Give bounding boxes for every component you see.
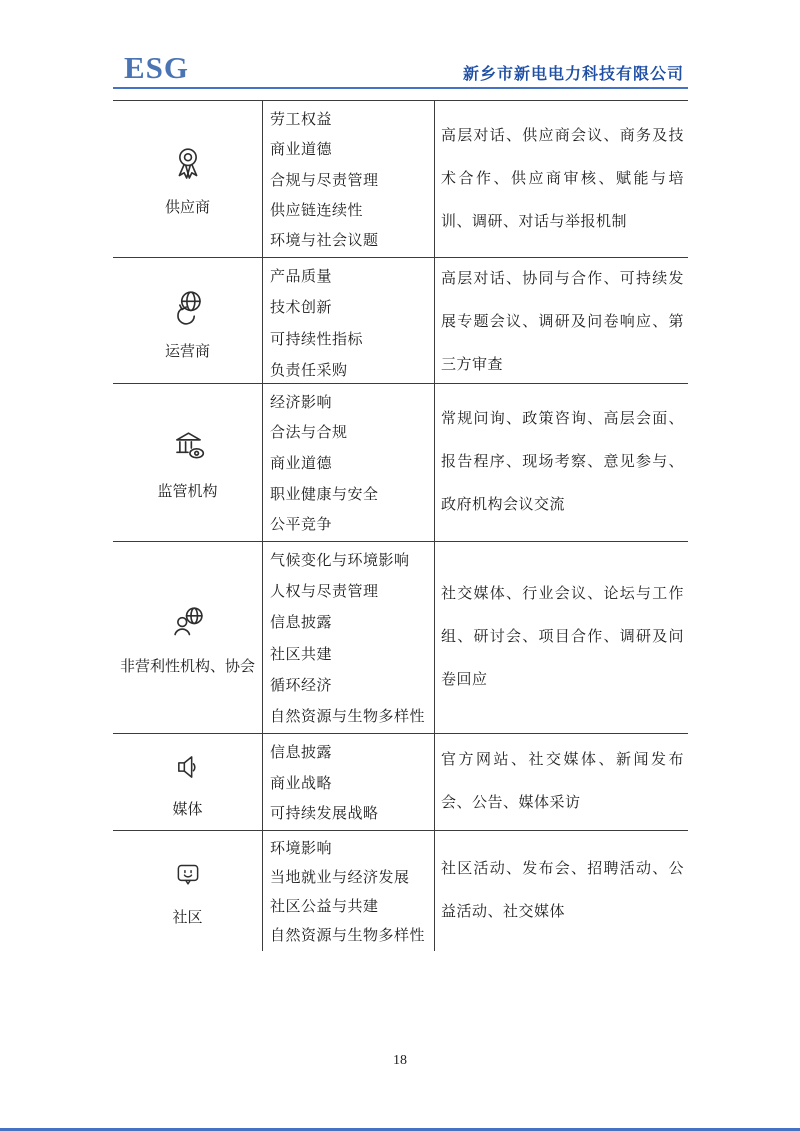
table-row	[113, 831, 688, 951]
globe-sync-icon	[165, 285, 211, 331]
stakeholder-label: 非营利性机构、协会	[119, 658, 255, 675]
topic-item: 公平竞争	[270, 517, 333, 534]
channels-text: 高层对话、供应商会议、商务及技术合作、供应商审核、赋能与培训、调研、对话与举报机制	[441, 127, 684, 230]
stakeholder-label: 媒体	[172, 802, 203, 818]
topic-item: 技术创新	[270, 300, 333, 317]
channels-text: 官方网站、社交媒体、新闻发布会、公告、媒体采访	[441, 752, 684, 811]
topic-item: 可持续发展战略	[270, 806, 379, 823]
channels-text: 社交媒体、行业会议、论坛与工作组、研讨会、项目合作、调研及问卷回应	[441, 586, 684, 688]
stakeholder-label: 社区	[172, 910, 203, 926]
topic-item: 环境与社会议题	[270, 233, 379, 250]
table-row	[113, 101, 688, 258]
topic-item: 经济影响	[270, 394, 333, 411]
person-globe-icon	[165, 600, 211, 646]
topic-item: 产品质量	[270, 269, 333, 286]
table-row	[113, 258, 688, 384]
channels-cell	[435, 384, 688, 541]
stakeholder-cell	[113, 101, 263, 257]
topic-item: 可持续性指标	[270, 331, 364, 348]
table-row	[113, 734, 688, 831]
stakeholder-cell	[113, 258, 263, 387]
speaker-icon	[166, 745, 210, 789]
channels-text: 社区活动、发布会、招聘活动、公益活动、社交媒体	[441, 861, 684, 920]
topic-item: 商业战略	[270, 775, 333, 792]
stakeholder-label: 运营商	[164, 343, 210, 360]
page-number: 18	[393, 1053, 407, 1068]
stakeholder-table	[113, 100, 688, 951]
topic-item: 循环经济	[270, 677, 333, 694]
topic-item: 环境影响	[270, 841, 333, 857]
topics-cell	[263, 542, 435, 733]
topic-item: 商业道德	[270, 455, 333, 472]
topic-item: 人权与尽责管理	[270, 584, 379, 601]
stakeholder-cell	[113, 384, 263, 541]
channels-cell	[435, 258, 688, 387]
topics-cell	[263, 734, 435, 830]
stakeholder-cell	[113, 542, 263, 733]
topic-item: 合法与合规	[270, 425, 348, 442]
chat-smiley-icon	[167, 855, 209, 897]
topic-item: 信息披露	[270, 744, 333, 761]
topic-item: 劳工权益	[270, 111, 333, 128]
topic-item: 负责任采购	[270, 362, 348, 379]
channels-cell	[435, 542, 688, 733]
topics-cell	[263, 384, 435, 541]
table-row	[113, 542, 688, 734]
topic-item: 气候变化与环境影响	[270, 553, 410, 570]
topic-item: 社区共建	[270, 646, 333, 663]
header-rule	[113, 87, 688, 89]
bank-eye-icon	[164, 425, 212, 471]
topic-item: 自然资源与生物多样性	[270, 928, 426, 944]
channels-text: 常规问询、政策咨询、高层会面、报告程序、现场考察、意见参与、政府机构会议交流	[441, 411, 684, 513]
stakeholder-label: 监管机构	[157, 483, 218, 500]
channels-cell	[435, 101, 688, 257]
stakeholder-cell	[113, 831, 263, 951]
topic-item: 社区公益与共建	[270, 899, 379, 915]
topics-cell	[263, 101, 435, 257]
channels-text: 高层对话、协同与合作、可持续发展专题会议、调研及问卷响应、第三方审查	[441, 271, 684, 373]
channels-cell	[435, 734, 688, 830]
topics-cell	[263, 258, 435, 387]
topic-item: 职业健康与安全	[270, 486, 379, 503]
topic-item: 自然资源与生物多样性	[270, 708, 426, 725]
topics-cell	[263, 831, 435, 951]
stakeholder-cell	[113, 734, 263, 830]
award-badge-icon	[165, 141, 211, 187]
stakeholder-label: 供应商	[164, 200, 210, 216]
company-name: 新乡市新电电力科技有限公司	[462, 66, 684, 83]
topic-item: 信息披露	[270, 615, 333, 632]
table-row	[113, 384, 688, 542]
topic-item: 合规与尽责管理	[270, 172, 379, 189]
channels-cell	[435, 831, 688, 951]
esg-logo: ESG	[124, 50, 190, 85]
topic-item: 当地就业与经济发展	[270, 870, 410, 886]
topic-item: 供应链连续性	[270, 202, 364, 219]
topic-item: 商业道德	[270, 142, 333, 159]
